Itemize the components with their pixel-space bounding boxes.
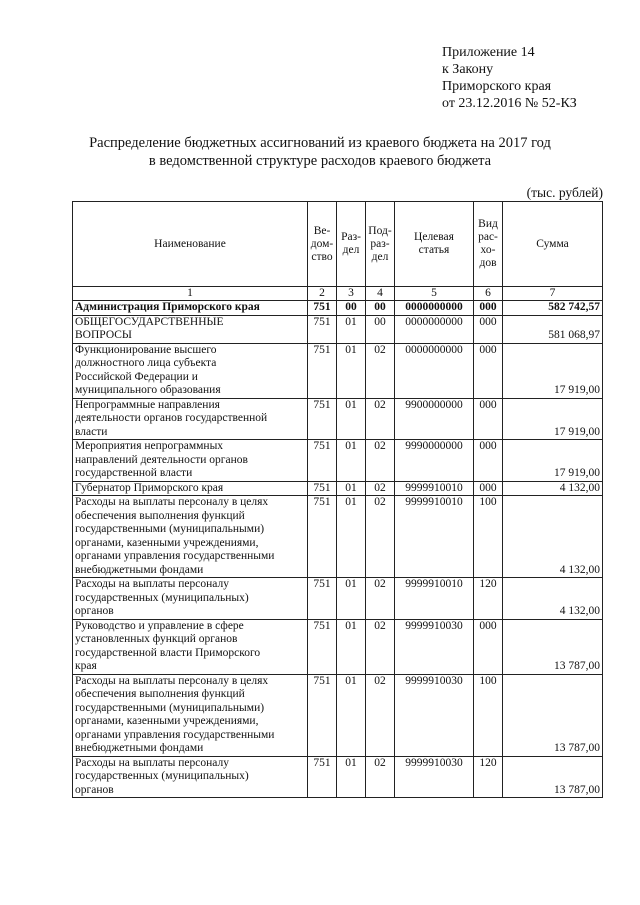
table-row xyxy=(73,301,603,316)
header-name: Наименование xyxy=(73,202,308,287)
row-section: 01 xyxy=(337,481,366,496)
row-section: 01 xyxy=(337,398,366,440)
row-subsection: 02 xyxy=(366,674,395,756)
row-name-line: обеспечения выполнения функций xyxy=(75,509,245,522)
row-sum: 17 919,00 xyxy=(503,343,603,398)
column-number: 3 xyxy=(337,287,366,301)
row-section: 01 xyxy=(337,578,366,620)
row-name xyxy=(73,481,308,496)
row-sum: 13 787,00 xyxy=(503,756,603,798)
row-name-line: Непрограммные направления xyxy=(75,398,220,411)
row-expense-type: 000 xyxy=(474,481,503,496)
column-numbers-row xyxy=(73,287,603,301)
row-name-line: органами управления государственными xyxy=(75,550,275,562)
header-section: Раз- дел xyxy=(337,202,366,287)
row-name-line: органов xyxy=(75,783,114,796)
row-section: 00 xyxy=(337,301,366,316)
row-name-line: Губернатор Приморского края xyxy=(75,481,224,494)
header-expense-type: Вид рас- хо- дов xyxy=(474,202,503,287)
row-section: 01 xyxy=(337,343,366,398)
row-department: 751 xyxy=(308,301,337,316)
row-subsection: 02 xyxy=(366,398,395,440)
header-target-article: Целевая статья xyxy=(395,202,474,287)
row-expense-type: 100 xyxy=(474,674,503,756)
row-sum: 4 132,00 xyxy=(503,496,603,578)
row-section: 01 xyxy=(337,756,366,798)
row-name-line: государственной власти Приморского xyxy=(75,646,261,659)
row-subsection: 02 xyxy=(366,343,395,398)
row-name-line: органами, казенными учреждениями, xyxy=(75,536,259,549)
row-department: 751 xyxy=(308,315,337,343)
row-name xyxy=(73,398,308,440)
row-name xyxy=(73,440,308,482)
row-target-article: 9999910010 xyxy=(395,496,474,578)
row-name xyxy=(73,619,308,674)
row-name-line: внебюджетными фондами xyxy=(75,742,204,754)
row-expense-type: 000 xyxy=(474,315,503,343)
table-row xyxy=(73,496,603,578)
table-row xyxy=(73,578,603,620)
row-subsection: 02 xyxy=(366,440,395,482)
row-sum: 582 742,57 xyxy=(503,301,603,316)
row-subsection: 02 xyxy=(366,481,395,496)
row-department: 751 xyxy=(308,481,337,496)
table-row xyxy=(73,315,603,343)
appendix-header xyxy=(442,44,577,112)
row-name xyxy=(73,315,308,343)
appendix-line: от 23.12.2016 № 52-КЗ xyxy=(442,96,577,111)
row-department: 751 xyxy=(308,578,337,620)
row-subsection: 02 xyxy=(366,619,395,674)
row-name xyxy=(73,301,308,316)
row-name-line: должностного лица субъекта xyxy=(75,357,217,369)
column-number: 4 xyxy=(366,287,395,301)
row-target-article: 9900000000 xyxy=(395,398,474,440)
title-line-2: в ведомственной структуре расходов краевого бюджета xyxy=(148,153,492,169)
table-row xyxy=(73,343,603,398)
table-row xyxy=(73,398,603,440)
row-section: 01 xyxy=(337,674,366,756)
table-row xyxy=(73,756,603,798)
table-row xyxy=(73,481,603,496)
row-name-line: государственными (муниципальными) xyxy=(75,523,265,535)
row-sum: 13 787,00 xyxy=(503,619,603,674)
row-target-article: 0000000000 xyxy=(395,301,474,316)
row-name-line: власти xyxy=(75,425,108,438)
row-name-line: Администрация Приморского края xyxy=(75,301,260,313)
header-sum: Сумма xyxy=(503,202,603,287)
row-subsection: 02 xyxy=(366,496,395,578)
row-expense-type: 000 xyxy=(474,619,503,674)
row-target-article: 9999910030 xyxy=(395,756,474,798)
row-name-line: муниципального образования xyxy=(75,384,221,396)
row-department: 751 xyxy=(308,440,337,482)
row-name-line: Расходы на выплаты персоналу в целях xyxy=(75,674,269,687)
row-target-article: 0000000000 xyxy=(395,315,474,343)
row-name-line: Мероприятия непрограммных xyxy=(75,440,224,452)
row-sum: 17 919,00 xyxy=(503,398,603,440)
row-target-article: 9999910010 xyxy=(395,578,474,620)
budget-table xyxy=(72,201,603,798)
row-name-line: государственных (муниципальных) xyxy=(75,591,249,604)
row-name-line: направлений деятельности органов xyxy=(75,453,248,466)
row-name-line: Расходы на выплаты персоналу в целях xyxy=(75,496,269,508)
row-name xyxy=(73,496,308,578)
appendix-line: Приложение 14 xyxy=(442,45,535,60)
row-section: 01 xyxy=(337,496,366,578)
document-title xyxy=(0,134,640,170)
row-target-article: 9990000000 xyxy=(395,440,474,482)
unit-note: (тыс. рублей) xyxy=(526,185,603,200)
table-header-row xyxy=(73,202,603,287)
row-subsection: 02 xyxy=(366,578,395,620)
row-subsection: 00 xyxy=(366,315,395,343)
row-section: 01 xyxy=(337,440,366,482)
row-name xyxy=(73,674,308,756)
row-expense-type: 120 xyxy=(474,756,503,798)
row-sum: 17 919,00 xyxy=(503,440,603,482)
column-number: 6 xyxy=(474,287,503,301)
table-row xyxy=(73,619,603,674)
title-line-1: Распределение бюджетных ассигнований из краевого бюджета на 2017 год xyxy=(89,135,551,151)
column-number: 7 xyxy=(503,287,603,301)
row-name xyxy=(73,343,308,398)
row-name-line: установленных функций органов xyxy=(75,633,238,645)
row-name-line: края xyxy=(75,660,97,672)
row-expense-type: 000 xyxy=(474,398,503,440)
row-name-line: ОБЩЕГОСУДАРСТВЕННЫЕ xyxy=(75,315,224,328)
column-number: 1 xyxy=(73,287,308,301)
row-department: 751 xyxy=(308,343,337,398)
row-name-line: органами, казенными учреждениями, xyxy=(75,715,259,727)
row-name-line: Функционирование высшего xyxy=(75,343,217,356)
row-name-line: Российской Федерации и xyxy=(75,370,198,383)
row-sum: 4 132,00 xyxy=(503,481,603,496)
row-name-line: Расходы на выплаты персоналу xyxy=(75,756,229,769)
row-name-line: внебюджетными фондами xyxy=(75,563,204,576)
row-target-article: 0000000000 xyxy=(395,343,474,398)
row-target-article: 9999910030 xyxy=(395,619,474,674)
row-section: 01 xyxy=(337,315,366,343)
row-name-line: обеспечения выполнения функций xyxy=(75,688,245,700)
row-name-line: государственными (муниципальными) xyxy=(75,701,265,714)
row-expense-type: 000 xyxy=(474,440,503,482)
row-section: 01 xyxy=(337,619,366,674)
row-sum: 581 068,97 xyxy=(503,315,603,343)
row-sum: 4 132,00 xyxy=(503,578,603,620)
appendix-line: Приморского края xyxy=(442,79,552,94)
row-name-line: Расходы на выплаты персоналу xyxy=(75,578,229,590)
row-sum: 13 787,00 xyxy=(503,674,603,756)
row-name xyxy=(73,756,308,798)
row-name-line: ВОПРОСЫ xyxy=(75,329,132,341)
row-department: 751 xyxy=(308,619,337,674)
row-expense-type: 120 xyxy=(474,578,503,620)
row-subsection: 00 xyxy=(366,301,395,316)
row-subsection: 02 xyxy=(366,756,395,798)
column-number: 2 xyxy=(308,287,337,301)
row-name-line: органами управления государственными xyxy=(75,728,275,741)
row-expense-type: 100 xyxy=(474,496,503,578)
row-department: 751 xyxy=(308,496,337,578)
row-expense-type: 000 xyxy=(474,301,503,316)
row-target-article: 9999910010 xyxy=(395,481,474,496)
row-department: 751 xyxy=(308,398,337,440)
table-row xyxy=(73,674,603,756)
header-department: Ве- дом- ство xyxy=(308,202,337,287)
row-name-line: Руководство и управление в сфере xyxy=(75,619,244,632)
header-subsection: Под- раз- дел xyxy=(366,202,395,287)
row-name-line: деятельности органов государственной xyxy=(75,412,268,424)
row-name xyxy=(73,578,308,620)
column-number: 5 xyxy=(395,287,474,301)
table-row xyxy=(73,440,603,482)
row-name-line: государственной власти xyxy=(75,467,193,479)
row-target-article: 9999910030 xyxy=(395,674,474,756)
appendix-line: к Закону xyxy=(442,62,494,77)
row-department: 751 xyxy=(308,756,337,798)
row-name-line: органов xyxy=(75,605,114,617)
row-expense-type: 000 xyxy=(474,343,503,398)
table-body xyxy=(73,301,603,798)
row-department: 751 xyxy=(308,674,337,756)
row-name-line: государственных (муниципальных) xyxy=(75,770,249,782)
